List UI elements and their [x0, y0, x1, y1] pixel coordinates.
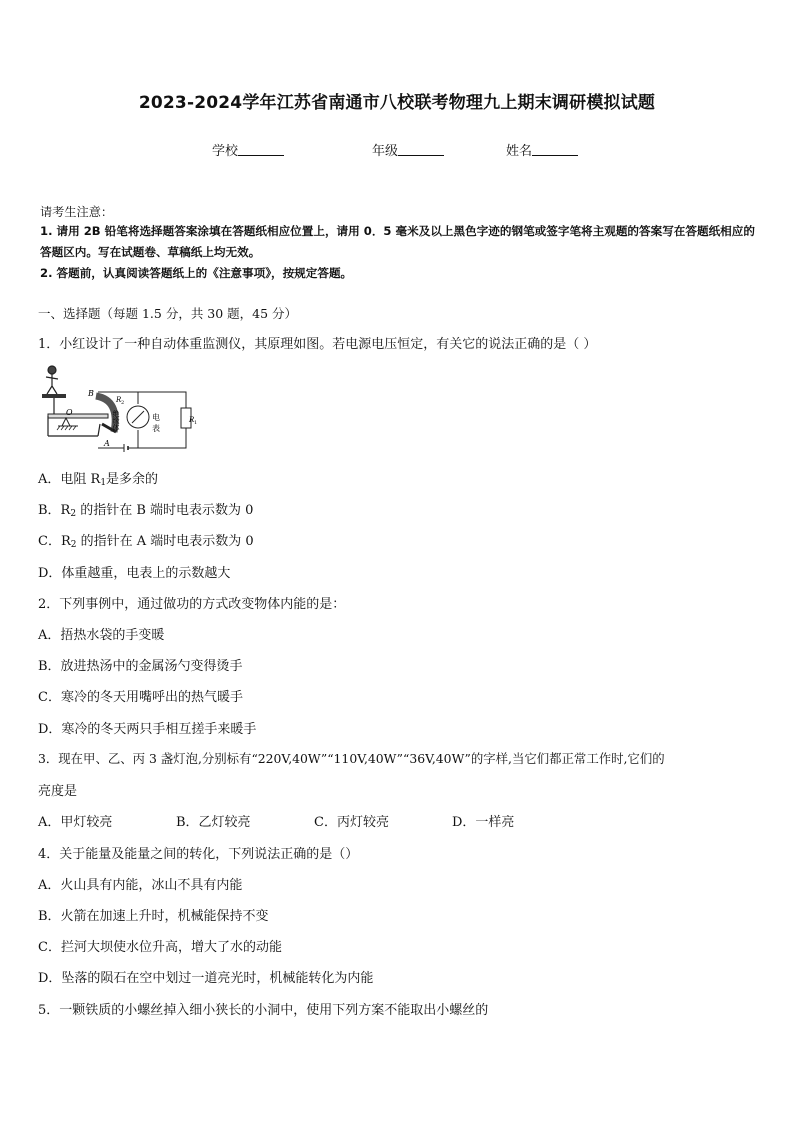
label-meter-1: 电 [152, 413, 160, 422]
page-title: 2023-2024学年江苏省南通市八校联考物理九上期末调研模拟试题 [138, 93, 656, 113]
q1-c-post: 的指针在 A 端时电表示数为 0 [76, 534, 254, 549]
notice-item-1 [40, 221, 760, 263]
label-r2: R [116, 396, 122, 404]
q4-option-b[interactable]: B．火箭在加速上升时，机械能保持不变 [38, 909, 269, 924]
q2-option-b[interactable]: B．放进热汤中的金属汤勺变得烫手 [38, 659, 243, 674]
name-label: 姓名 [506, 144, 533, 159]
school-field[interactable] [212, 140, 284, 159]
scale-platform [42, 394, 66, 398]
q1-option-d[interactable]: D．体重越重，电表上的示数越大 [38, 566, 231, 581]
notice-item-1-text: 1. 请用 2B 铅笔将选择题答案涂填在答题纸相应位置上，请用 0．5 毫米及以上黑色字迹的钢笔或签字笔将主观题的答案写在答题纸相应的答题区内。写在试题卷、草稿纸上均无效。 [40, 224, 755, 259]
q1-c-pre: C．R [38, 534, 71, 549]
notice-heading: 请考生注意： [40, 205, 114, 219]
school-label: 学校 [212, 144, 239, 159]
q3-option-a[interactable]: A．甲灯较亮 [38, 815, 113, 830]
section-heading: 一、选择题（每题 1.5 分，共 30 题，45 分） [38, 306, 298, 321]
notice-item-2 [40, 263, 760, 284]
q1-stem: 1．小红设计了一种自动体重监测仪，其原理如图。若电源电压恒定，有关它的说法正确的是（ ） [38, 337, 597, 352]
q1-circuit-figure [38, 360, 198, 454]
q1-a-pre: A．电阻 R [38, 472, 101, 487]
q3-option-c[interactable]: C．丙灯较亮 [314, 815, 389, 830]
q1-option-c[interactable] [38, 530, 254, 550]
q4-option-c[interactable]: C．拦河大坝使水位升高，增大了水的动能 [38, 940, 282, 955]
person-icon [46, 366, 58, 394]
q1-b-sub: 2 [70, 509, 77, 519]
grade-blank[interactable] [398, 143, 444, 156]
q1-b-pre: B．R [38, 503, 71, 518]
q3-stem-line-2: 亮度是 [38, 784, 78, 799]
label-o: O [66, 408, 73, 417]
q3-stem-line-1: 3．现在甲、乙、丙 3 盏灯泡,分别标有“220V,40W”“110V,40W”“36V,40W”的字样,当它们都正常工作时,它们的 [38, 751, 665, 766]
grade-field[interactable] [372, 140, 444, 159]
name-field[interactable] [506, 140, 578, 159]
q3-option-b[interactable]: B．乙灯较亮 [176, 815, 251, 830]
q1-option-b[interactable] [38, 499, 253, 519]
school-blank[interactable] [238, 143, 284, 156]
label-r1-sub: 1 [194, 420, 198, 426]
notice-item-2-text: 2. 答题前，认真阅读答题纸上的《注意事项》，按规定答题。 [40, 266, 353, 280]
label-b: B [88, 389, 94, 398]
q2-option-d[interactable]: D．寒冷的冬天两只手相互搓手来暖手 [38, 722, 257, 737]
label-a: A [104, 439, 110, 448]
q1-a-post: 是多余的 [106, 472, 159, 487]
q1-b-post: 的指针在 B 端时电表示数为 0 [76, 503, 254, 518]
q2-stem: 2．下列事例中，通过做功的方式改变物体内能的是： [38, 597, 346, 612]
q5-stem: 5．一颗铁质的小螺丝掉入细小狭长的小洞中，使用下列方案不能取出小螺丝的 [38, 1003, 489, 1018]
label-r1: R [189, 416, 195, 424]
q1-option-a[interactable] [38, 468, 158, 488]
label-insulator: 绝缘体 [112, 410, 120, 431]
q4-option-a[interactable]: A．火山具有内能，冰山不具有内能 [38, 878, 243, 893]
lever-bar [48, 414, 108, 418]
q1-a-sub: 1 [100, 478, 107, 488]
name-blank[interactable] [532, 143, 578, 156]
q4-option-d[interactable]: D．坠落的陨石在空中划过一道亮光时，机械能转化为内能 [38, 971, 374, 986]
q3-option-d[interactable]: D．一样亮 [452, 815, 515, 830]
label-r2-sub: 2 [121, 400, 125, 406]
q1-c-sub: 2 [70, 540, 77, 550]
q4-stem: 4．关于能量及能量之间的转化，下列说法正确的是（） [38, 847, 359, 862]
grade-label: 年级 [372, 144, 399, 159]
q2-option-c[interactable]: C．寒冷的冬天用嘴呼出的热气暖手 [38, 690, 243, 705]
q2-option-a[interactable]: A．捂热水袋的手变暖 [38, 628, 165, 643]
label-meter-2: 表 [152, 424, 160, 433]
